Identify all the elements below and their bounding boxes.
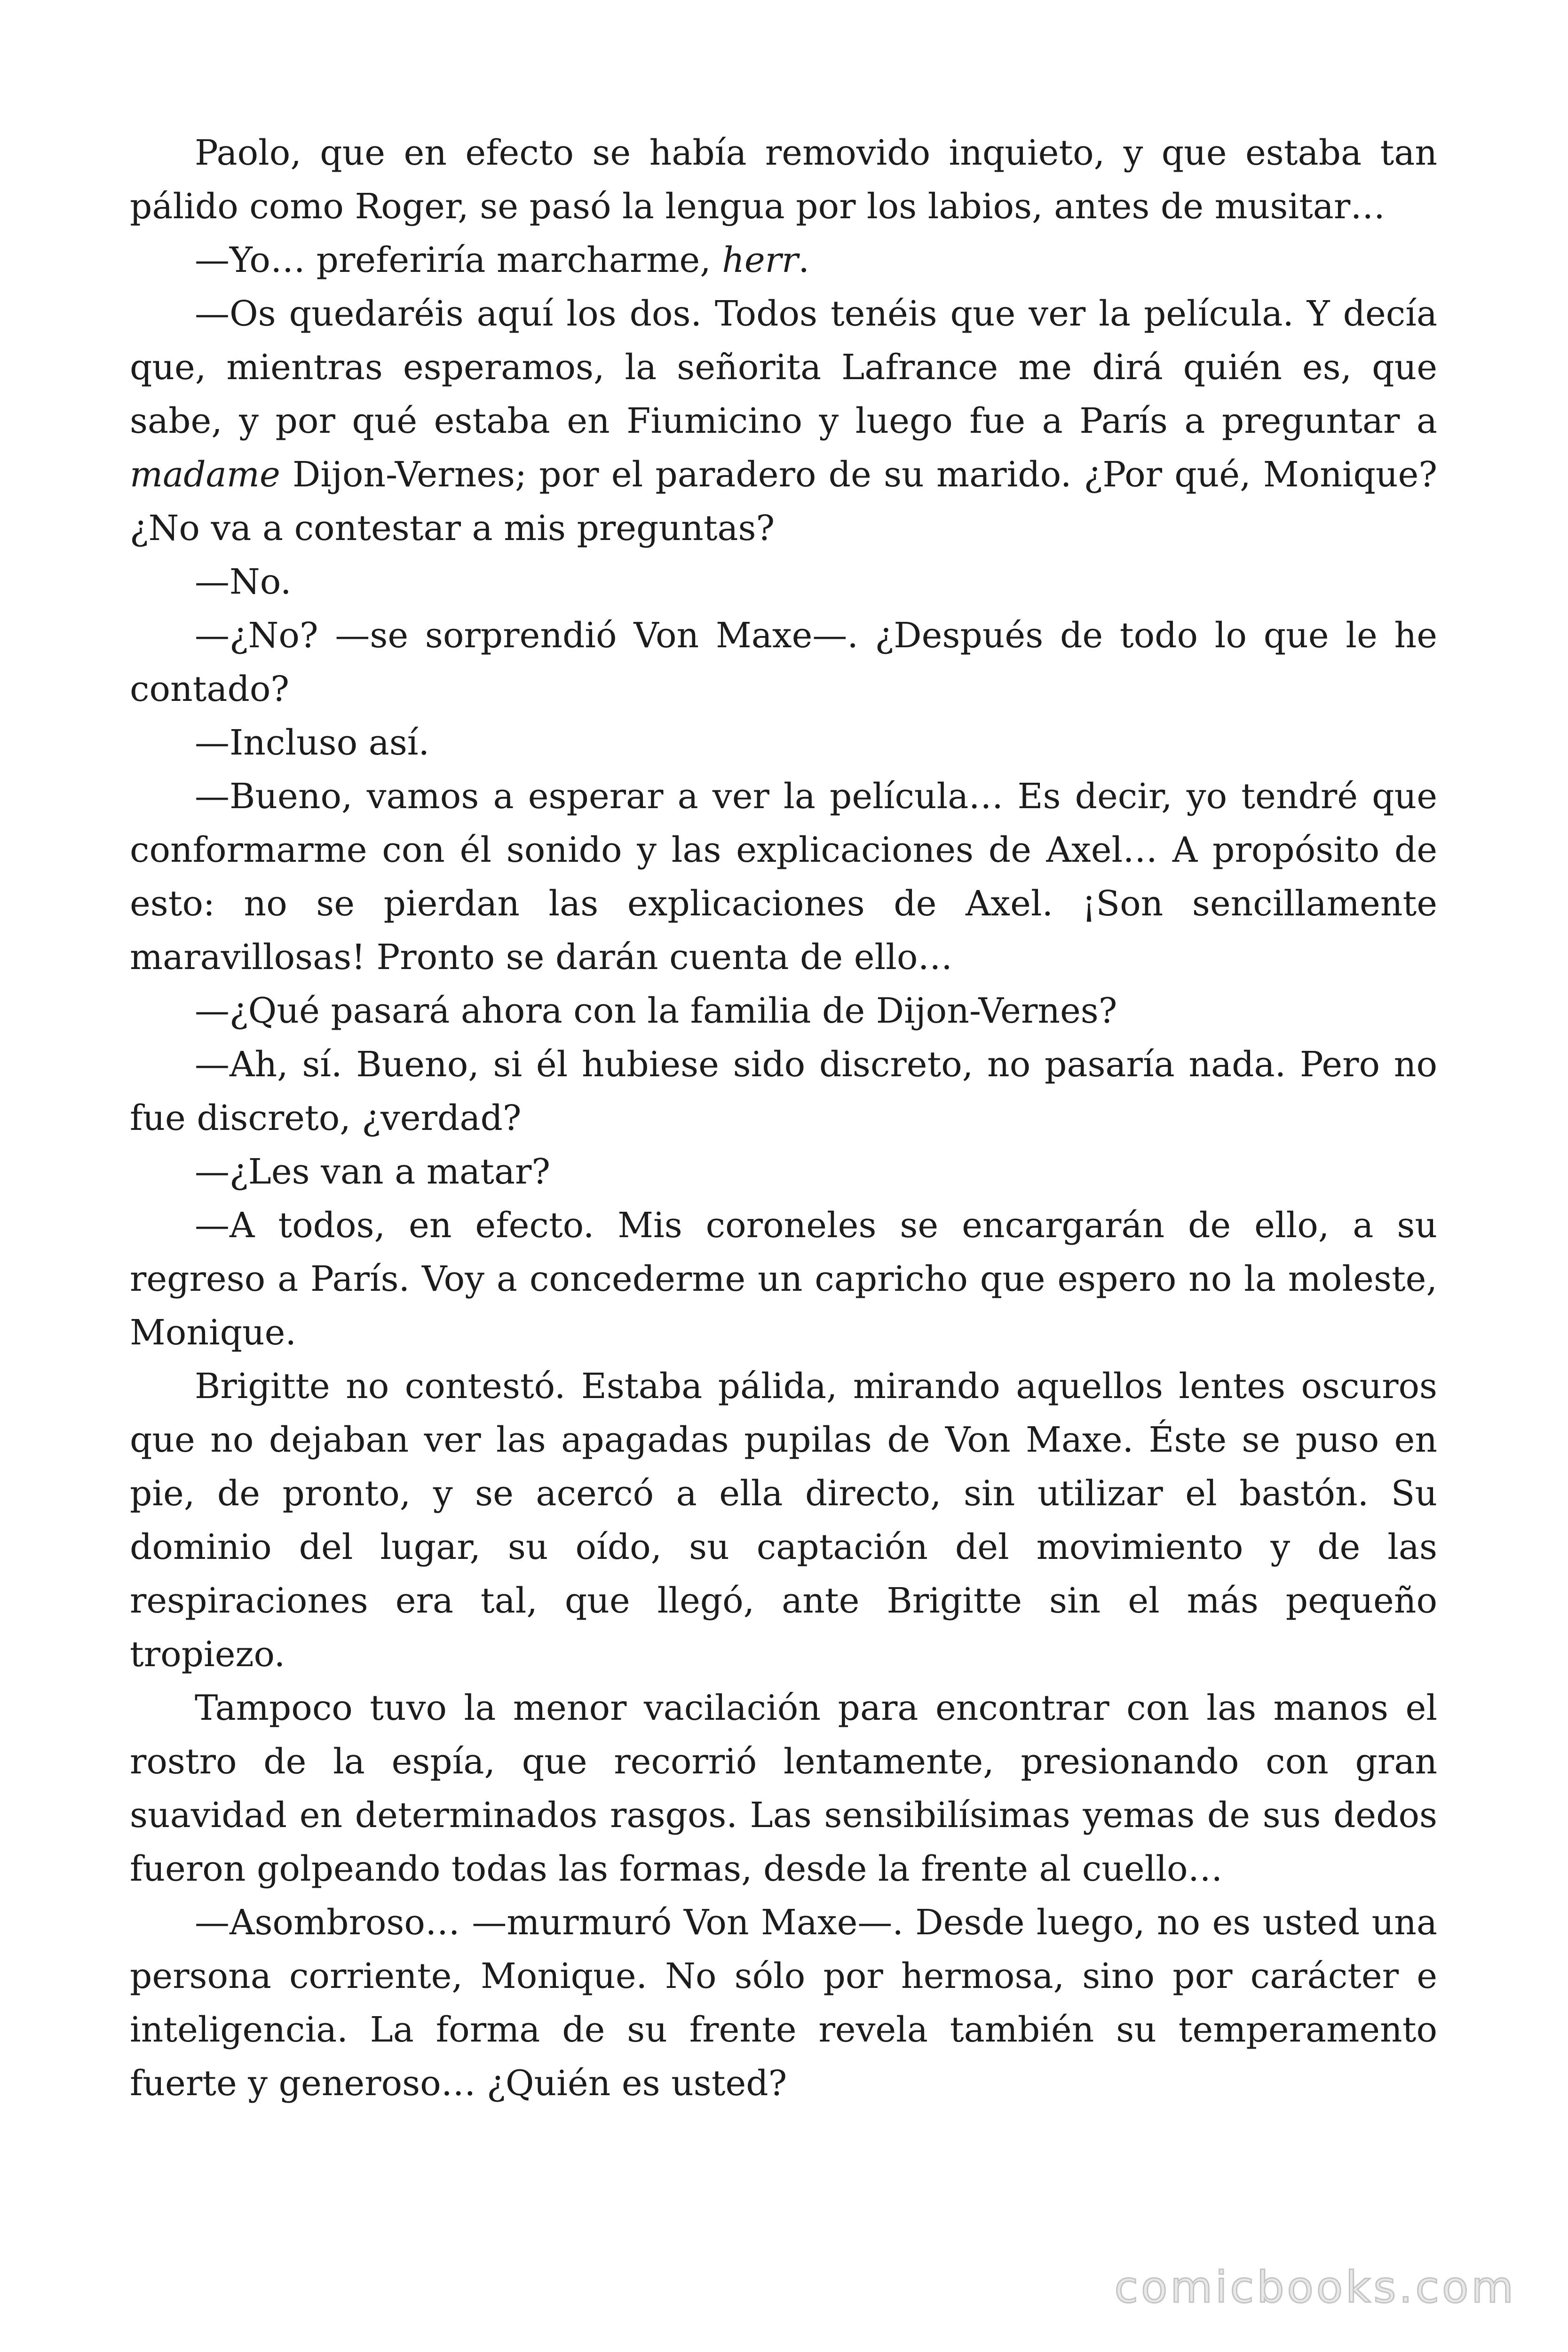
watermark: comicbooks.com	[1114, 2262, 1516, 2312]
paragraph	[130, 609, 1437, 716]
text-run: Brigitte no contestó. Estaba pálida, mirando aquellos lentes oscuros que no dejaban ver las apagadas pupilas de Von Maxe. Éste se puso en pie, de pronto, y se acercó a ella directo, sin utilizar el bastón. Su dominio del lugar, su oído, su captación del movimiento y de las respiraciones era tal, que llegó, ante Brigitte sin el más pequeño tropiezo.	[130, 1366, 1437, 1675]
text-run: —No.	[195, 562, 292, 602]
paragraph	[130, 1038, 1437, 1145]
paragraph	[130, 1681, 1437, 1896]
paragraph	[130, 1359, 1437, 1681]
paragraph	[130, 1896, 1437, 2110]
italic-text: madame	[130, 454, 280, 495]
text-run: —¿Les van a matar?	[195, 1152, 551, 1192]
text-run: Dijon-Vernes; por el paradero de su marido. ¿Por qué, Monique? ¿No va a contestar a mis preguntas?	[130, 454, 1437, 548]
text-run: —A todos, en efecto. Mis coroneles se encargarán de ello, a su regreso a París. Voy a concederme un capricho que espero no la moleste, Monique.	[130, 1205, 1437, 1353]
text-run: —Yo… preferiría marcharme,	[195, 240, 722, 280]
paragraph	[130, 126, 1437, 233]
paragraph	[130, 770, 1437, 984]
paragraph	[130, 555, 1437, 609]
paragraph	[130, 287, 1437, 555]
text-run: Tampoco tuvo la menor vacilación para encontrar con las manos el rostro de la espía, que recorrió lentamente, presionando con gran suavidad en determinados rasgos. Las sensibilísimas yemas de sus dedos fueron golpeando todas las formas, desde la frente al cuello…	[130, 1688, 1437, 1889]
paragraph	[130, 1199, 1437, 1359]
text-run: —Os quedaréis aquí los dos. Todos tenéis que ver la película. Y decía que, mientras esperamos, la señorita Lafrance me dirá quién es, que sabe, y por qué estaba en Fiumicino y luego fue a París a preguntar a	[130, 294, 1437, 441]
paragraph	[130, 984, 1437, 1038]
text-run: —Ah, sí. Bueno, si él hubiese sido discreto, no pasaría nada. Pero no fue discreto, ¿verdad?	[130, 1044, 1437, 1138]
body-text	[130, 126, 1437, 2110]
italic-text: herr	[722, 240, 799, 280]
paragraph	[130, 1145, 1437, 1199]
text-run: —¿No? —se sorprendió Von Maxe—. ¿Después de todo lo que le he contado?	[130, 615, 1437, 709]
paragraph	[130, 233, 1437, 287]
text-run: —Asombroso… —murmuró Von Maxe—. Desde luego, no es usted una persona corriente, Monique. No sólo por hermosa, sino por carácter e inteligencia. La forma de su frente revela también su temperamento fuerte y generoso… ¿Quién es usted?	[130, 1902, 1437, 2104]
paragraph	[130, 716, 1437, 770]
text-run: —¿Qué pasará ahora con la familia de Dijon-Vernes?	[195, 991, 1117, 1031]
text-run: .	[798, 240, 809, 280]
text-run: —Bueno, vamos a esperar a ver la película… Es decir, yo tendré que conformarme con él sonido y las explicaciones de Axel… A propósito de esto: no se pierdan las explicaciones de Axel. ¡Son sencillamente maravillosas! Pronto se darán cuenta de ello…	[130, 776, 1437, 977]
text-run: Paolo, que en efecto se había removido inquieto, y que estaba tan pálido como Roger, se pasó la lengua por los labios, antes de musitar…	[130, 133, 1437, 227]
text-run: —Incluso así.	[195, 723, 429, 763]
